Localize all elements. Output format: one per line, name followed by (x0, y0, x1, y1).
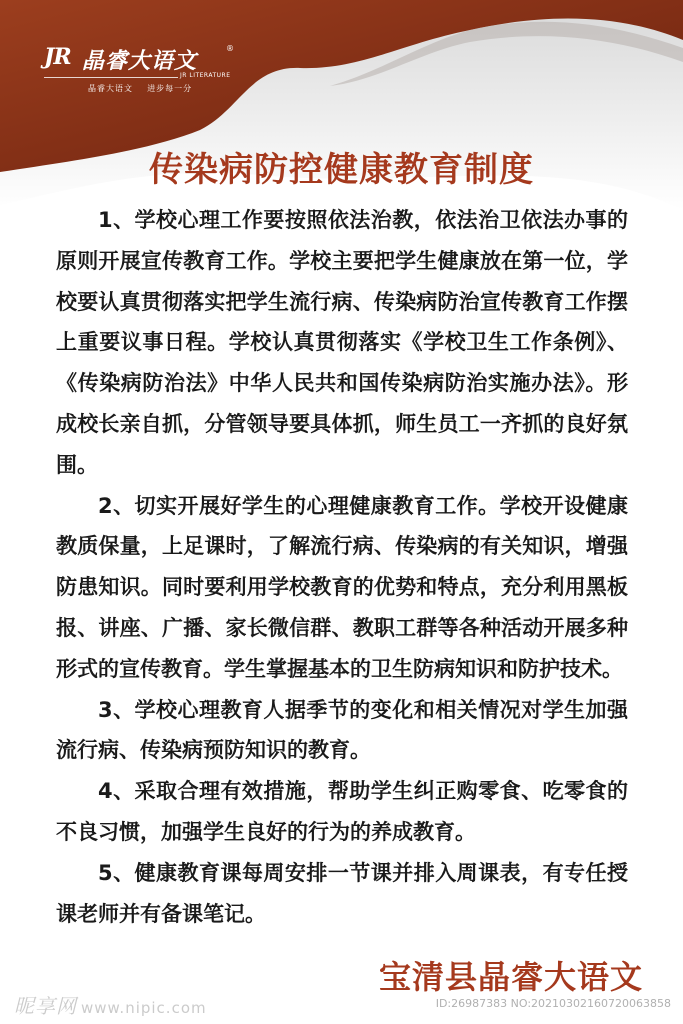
logo-slogan-left: 晶睿大语文 (88, 84, 133, 93)
footer-organization: 宝清县晶睿大语文 (378, 958, 643, 996)
policy-paragraph-3: 3、学校心理教育人据季节的变化和相关情况对学生加强流行病、传染病预防知识的教育。 (56, 697, 628, 763)
image-id-label: ID:26987383 NO:20210302160720063858 (435, 997, 671, 1010)
logo-slogan-right: 进步每一分 (147, 84, 193, 93)
policy-paragraph-2: 2、切实开展好学生的心理健康教育工作。学校开设健康教质保量，上足课时，了解流行病、传染病的有关知识，增强防患知识。同时要利用学校教育的优势和特点，充分利用黑板报、讲座、广播、家长微信群、教职工群等各种活动开展多种形式的宣传教育。学生掌握基本的卫生防病知识和防护技术。 (56, 493, 628, 681)
policy-paragraph-5: 5、健康教育课每周安排一节课并排入周课表，有专任授课老师并有备课笔记。 (56, 860, 628, 926)
policy-body (56, 200, 628, 934)
logo-name: 晶睿大语文 (82, 49, 198, 74)
policy-paragraph-1: 1、学校心理工作要按照依法治教，依法治卫依法办事的原则开展宣传教育工作。学校主要把学生健康放在第一位，学校要认真贯彻落实把学生流行病、传染病防治宣传教育工作摆上重要议事日程。学校认真贯彻落实《学校卫生工作条例》、《传染病防治法》中华人民共和国传染病防治实施办法》。形成校长亲自抓，分管领导要具体抓，师生员工一齐抓的良好氛围。 (56, 208, 628, 477)
watermark-url: www.nipic.com (81, 999, 207, 1017)
page-title: 传染病防控健康教育制度 (149, 150, 534, 190)
logo-english: JR LITERATURE (180, 72, 231, 79)
logo-slogan (88, 83, 192, 94)
logo-mark: JR (44, 44, 71, 70)
logo-divider (44, 77, 178, 78)
watermark-name: 昵享网 (14, 994, 77, 1018)
brand-logo (44, 44, 244, 94)
registered-mark: ® (226, 44, 234, 53)
policy-paragraph-4: 4、采取合理有效措施，帮助学生纠正购零食、吃零食的不良习惯，加强学生良好的行为的养成教育。 (56, 779, 628, 844)
site-watermark (14, 990, 207, 1019)
